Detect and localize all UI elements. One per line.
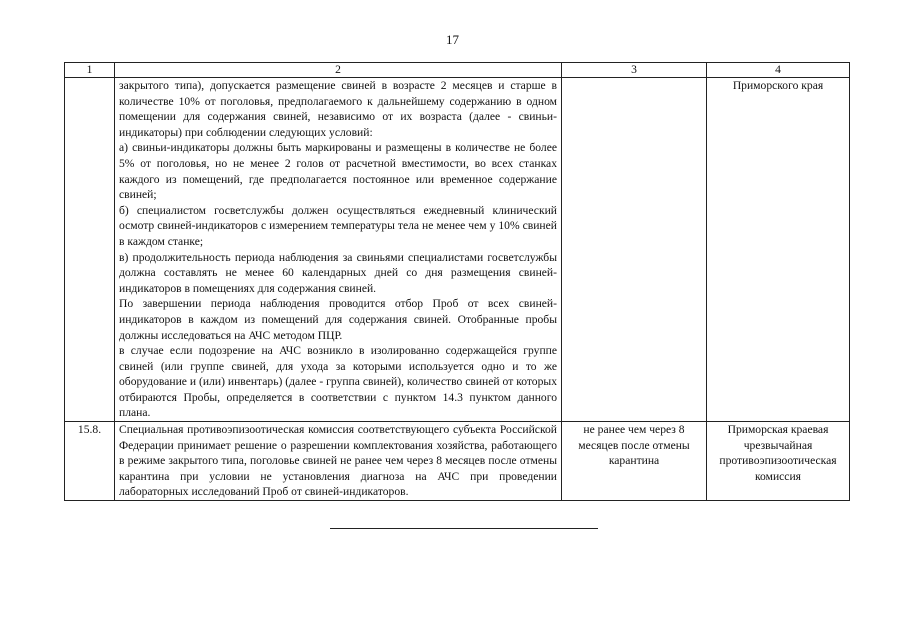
description-paragraph: а) свиньи-индикаторы должны быть маркированы и размещены в количестве не более 5% от поголовья, но не менее 2 голов от расчетной вместимости, во всех станках каждого из помещений, где предполагается постоянное или временное содержание свиней;: [119, 141, 557, 202]
deadline-cell: [562, 78, 707, 422]
footer-divider: [330, 528, 598, 529]
description-paragraph: Специальная противоэпизоотическая комиссия соответствующего субъекта Российской Федерации принимает решение о разрешении комплектования хозяйства, работающего в режиме закрытого типа, поголовье свиней не ранее чем через 8 месяцев после отмены карантина при условии не установления диагноза на АЧС при проведении лабораторных исследований Проб от свиней-индикаторов.: [119, 423, 557, 499]
row-number: 15.8.: [65, 422, 115, 501]
description-paragraph: в) продолжительность периода наблюдения за свиньями специалистами госветслужбы должна составлять не менее 60 календарных дней со дня размещения свиней-индикаторов в помещениях для содержания свиней.: [119, 250, 557, 295]
table-header-row: [65, 63, 850, 78]
column-header-1: 1: [65, 63, 115, 78]
description-paragraph: б) специалистом госветслужбы должен осуществляться ежедневный клинический осмотр свиней-индикаторов с измерением температуры тела не менее чем у 10% свиней в каждом станке;: [119, 203, 557, 248]
row-number: [65, 78, 115, 422]
table-row: [65, 78, 850, 422]
column-header-4: 4: [707, 63, 850, 78]
description-paragraph: По завершении периода наблюдения проводится отбор Проб от всех свиней-индикаторов в каждом из помещений для содержания свиней. Отобранные пробы должны исследоваться на АЧС методом ПЦР.: [119, 297, 557, 342]
measures-table: [64, 62, 850, 501]
responsible-cell: Приморского края: [707, 78, 850, 422]
responsible-cell: Приморская краевая чрезвычайная противоэпизоотическая комиссия: [707, 422, 850, 501]
column-header-3: 3: [562, 63, 707, 78]
table-row: [65, 422, 850, 501]
deadline-cell: не ранее чем через 8 месяцев после отмены карантина: [562, 422, 707, 501]
column-header-2: 2: [115, 63, 562, 78]
measure-description: [115, 422, 562, 501]
description-paragraph: в случае если подозрение на АЧС возникло в изолированно содержащейся группе свиней (или группе свиней, для ухода за которыми используется одно и то же оборудование и (или) инвентарь) (далее - группа свиней), количество свиней от которых отбираются Пробы, определяется в соответствии с пунктом 14.3 пунктом данного плана.: [119, 344, 557, 420]
measure-description: [115, 78, 562, 422]
description-paragraph: закрытого типа), допускается размещение свиней в возрасте 2 месяцев и старше в количестве 10% от поголовья, предполагаемого к дальнейшему содержанию в одном помещении для содержания свиней, независимо от их возраста (далее - свиньи-индикаторы) при соблюдении следующих условий:: [119, 79, 557, 139]
page-number: 17: [446, 32, 459, 47]
